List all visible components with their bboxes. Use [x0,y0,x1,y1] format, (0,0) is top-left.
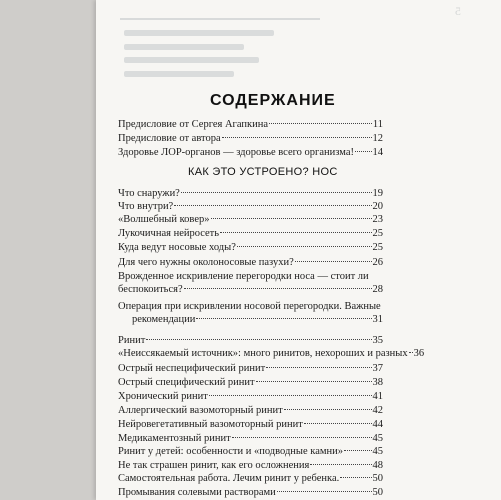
toc-entry-title: Здоровье ЛОР-органов — здоровье всего организма! [118,147,354,158]
toc-entry [118,300,383,326]
dot-leader [174,205,371,206]
toc-entry [118,376,383,389]
dot-leader [340,477,371,478]
toc-entry-page: 37 [372,363,383,374]
toc-entry [118,432,383,445]
toc-entry-title: Острый специфический ринит [118,377,255,388]
toc-entry-title: Аллергический вазомоторный ринит [118,405,283,416]
toc-entry-title: Ринит [118,335,146,346]
toc-entry-title: Предисловие от автора [118,133,221,144]
toc-entry [118,472,383,485]
toc-entry [118,187,383,200]
toc-entry-page: 36 [413,348,425,359]
toc-entry [118,118,383,131]
toc-entry-title: «Неиссякаемый источник»: много ринитов, нехороших и разных [118,348,408,359]
header-ornament [120,6,320,20]
toc-entry-page: 35 [372,335,383,346]
toc-entry-page: 45 [372,446,383,457]
dot-leader [344,450,371,451]
toc-entry-title: Медикаментозный ринит [118,433,231,444]
toc-entry [118,256,383,269]
dot-leader [211,218,372,219]
toc-entry [118,362,383,375]
toc-entry-title: Нейровегетативный вазомоторный ринит [118,419,303,430]
section-title: КАК ЭТО УСТРОЕНО? НОС [188,166,338,178]
toc-entry [118,334,383,347]
toc-entry-title: Лукочичная нейросеть [118,228,220,239]
toc-entry [118,270,383,296]
toc-entry-page: 31 [372,314,383,325]
toc-entry-title: Предисловие от Сергея Агапкина [118,119,269,130]
toc-entry-title: Что снаружи? [118,188,180,199]
toc-entry [118,445,383,458]
toc-entry [118,390,383,403]
toc-entry-page: 44 [372,419,383,430]
toc-entry-page: 14 [372,147,383,158]
toc-entry-continuation [118,283,383,296]
toc-entry-page: 50 [372,487,383,498]
toc-entry-title-cont: рекомендации [132,314,196,325]
toc-entry-page: 11 [372,119,383,130]
dot-leader [184,288,372,289]
dot-leader [409,352,413,353]
bleed-page-number: 5 [455,4,461,18]
toc-entry-page: 12 [372,133,383,144]
toc-entry-page: 25 [372,228,383,239]
toc-entry-page: 20 [372,201,383,212]
dot-leader [146,339,371,340]
toc-entry [118,418,383,431]
dot-leader [237,246,372,247]
page-title: СОДЕРЖАНИЕ [210,92,336,109]
dot-leader [232,437,372,438]
toc-entry-page: 50 [372,473,383,484]
dot-leader [277,491,372,492]
toc-entry-page: 41 [372,391,383,402]
dot-leader [284,409,372,410]
toc-entry [118,241,383,254]
toc-entry-page: 19 [372,188,383,199]
toc-entry-title: Куда ведут носовые ходы? [118,242,236,253]
dot-leader [181,192,372,193]
toc-entry [118,459,383,472]
toc-entry-title: Не так страшен ринит, как его осложнения [118,460,310,471]
dot-leader [196,318,371,319]
toc-entry-title: Операция при искривлении носовой перегородки. Важные [118,301,381,312]
toc-entry-page: 45 [372,433,383,444]
dot-leader [304,423,372,424]
toc-entry-title: Ринит у детей: особенности и «подводные камни» [118,446,344,457]
toc-entry [118,132,383,145]
dot-leader [256,381,372,382]
bleed-through-text [96,0,501,85]
toc-entry-title: Врожденное искривление перегородки носа — стоит ли [118,271,369,282]
toc-entry-page: 28 [372,284,383,295]
dot-leader [310,464,371,465]
toc-entry-page: 26 [372,257,383,268]
dot-leader [355,151,372,152]
toc-entry-title: «Волшебный ковер» [118,214,210,225]
toc-entry-title: Промывания солевыми растворами [118,487,276,498]
toc-entry-title: Хронический ринит [118,391,208,402]
toc-entry-continuation [118,313,383,326]
toc-entry [118,146,383,159]
toc-entry-title: Для чего нужны околоносовые пазухи? [118,257,294,268]
dot-leader [269,123,372,124]
toc-entry-title: Острый неспецифический ринит [118,363,266,374]
dot-leader [222,137,372,138]
toc-entry-page: 48 [372,460,383,471]
toc-entry [118,227,383,240]
toc-entry-page: 38 [372,377,383,388]
toc-entry-page: 25 [372,242,383,253]
toc-entry [118,486,383,499]
toc-entry [118,347,425,360]
toc-entry-page: 42 [372,405,383,416]
toc-entry [118,200,383,213]
toc-entry-title: Что внутри? [118,201,174,212]
toc-entry [118,213,383,226]
toc-entry [118,404,383,417]
dot-leader [209,395,372,396]
dot-leader [220,232,371,233]
toc-entry-title: Самостоятельная работа. Лечим ринит у ребенка. [118,473,340,484]
toc-entry-page: 23 [372,214,383,225]
dot-leader [266,367,371,368]
dot-leader [295,261,372,262]
book-page [96,0,501,500]
toc-entry-title-cont: беспокоиться? [118,284,183,295]
